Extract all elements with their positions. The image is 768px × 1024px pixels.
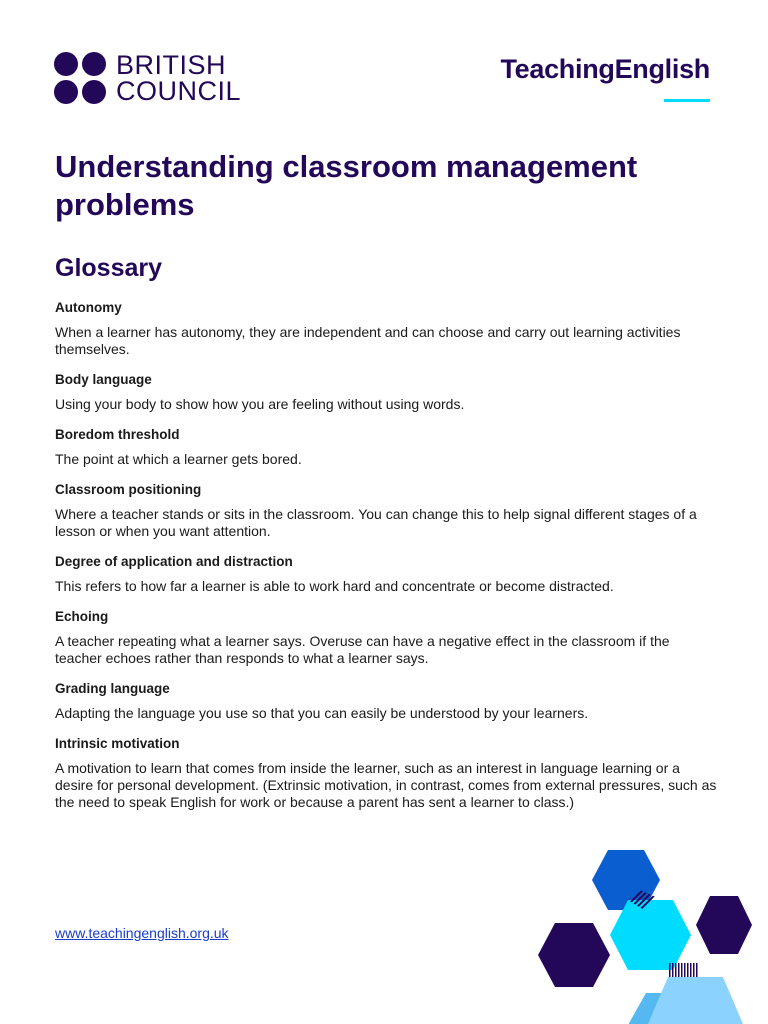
- glossary-term: Autonomy: [55, 300, 122, 315]
- glossary-term: Degree of application and distraction: [55, 554, 293, 569]
- glossary-entry: [55, 680, 720, 722]
- glossary-definition: A motivation to learn that comes from inside the learner, such as an interest in language learning or a desire for personal development. (Extrinsic motivation, in contrast, comes from external pressures, such as the need to speak English for work or because a parent has sent a learner to class.): [55, 760, 717, 810]
- hexagon-shape: [648, 977, 743, 1024]
- brand-line-1: BRITISH: [116, 50, 227, 80]
- glossary-definition: The point at which a learner gets bored.: [55, 451, 302, 467]
- glossary-definition: Using your body to show how you are feeling without using words.: [55, 396, 465, 412]
- section-heading: Glossary: [55, 254, 163, 282]
- british-council-wordmark: [116, 52, 241, 104]
- logo-dot: [54, 80, 78, 104]
- glossary-term: Echoing: [55, 609, 109, 624]
- glossary-definition: This refers to how far a learner is able to work hard and concentrate or become distracted.: [55, 578, 614, 594]
- glossary-entry: [55, 735, 720, 811]
- glossary-entry: [55, 481, 720, 540]
- website-link[interactable]: www.teachingenglish.org.uk: [55, 925, 229, 941]
- british-council-dots-icon: [54, 52, 106, 104]
- hexagon-decoration-icon: [528, 845, 768, 1024]
- glossary-term: Classroom positioning: [55, 482, 202, 497]
- glossary-term: Grading language: [55, 681, 170, 696]
- logo-underline: [664, 99, 710, 102]
- glossary-entry: [55, 553, 720, 595]
- glossary-term: Body language: [55, 372, 152, 387]
- glossary-definition: Where a teacher stands or sits in the classroom. You can change this to help signal different stages of a lesson or when you want attention.: [55, 506, 697, 539]
- glossary-entry: [55, 371, 720, 413]
- glossary-term: Intrinsic motivation: [55, 736, 180, 751]
- page-title: Understanding classroom management problems: [55, 149, 638, 222]
- glossary-entry: [55, 608, 720, 667]
- logo-dot: [82, 52, 106, 76]
- glossary-entry: [55, 426, 720, 468]
- teaching-english-wordmark: TeachingEnglish: [500, 54, 710, 84]
- glossary-definition: When a learner has autonomy, they are independent and can choose and carry out learning activities themselves.: [55, 324, 681, 357]
- logo-dot: [54, 52, 78, 76]
- hexagon-shape: [696, 896, 752, 954]
- glossary-list: [55, 299, 720, 824]
- hatched-shape: [668, 963, 698, 977]
- glossary-term: Boredom threshold: [55, 427, 180, 442]
- brand-line-2: COUNCIL: [116, 76, 242, 106]
- british-council-logo: [54, 52, 241, 104]
- logo-dot: [82, 80, 106, 104]
- teaching-english-logo: [500, 54, 710, 85]
- hexagon-shape: [538, 923, 610, 987]
- glossary-definition: Adapting the language you use so that you can easily be understood by your learners.: [55, 705, 589, 721]
- glossary-definition: A teacher repeating what a learner says. Overuse can have a negative effect in the classroom if the teacher echoes rather than responds to what a learner says.: [55, 633, 670, 666]
- glossary-entry: [55, 299, 720, 358]
- hexagon-shape: [610, 900, 691, 970]
